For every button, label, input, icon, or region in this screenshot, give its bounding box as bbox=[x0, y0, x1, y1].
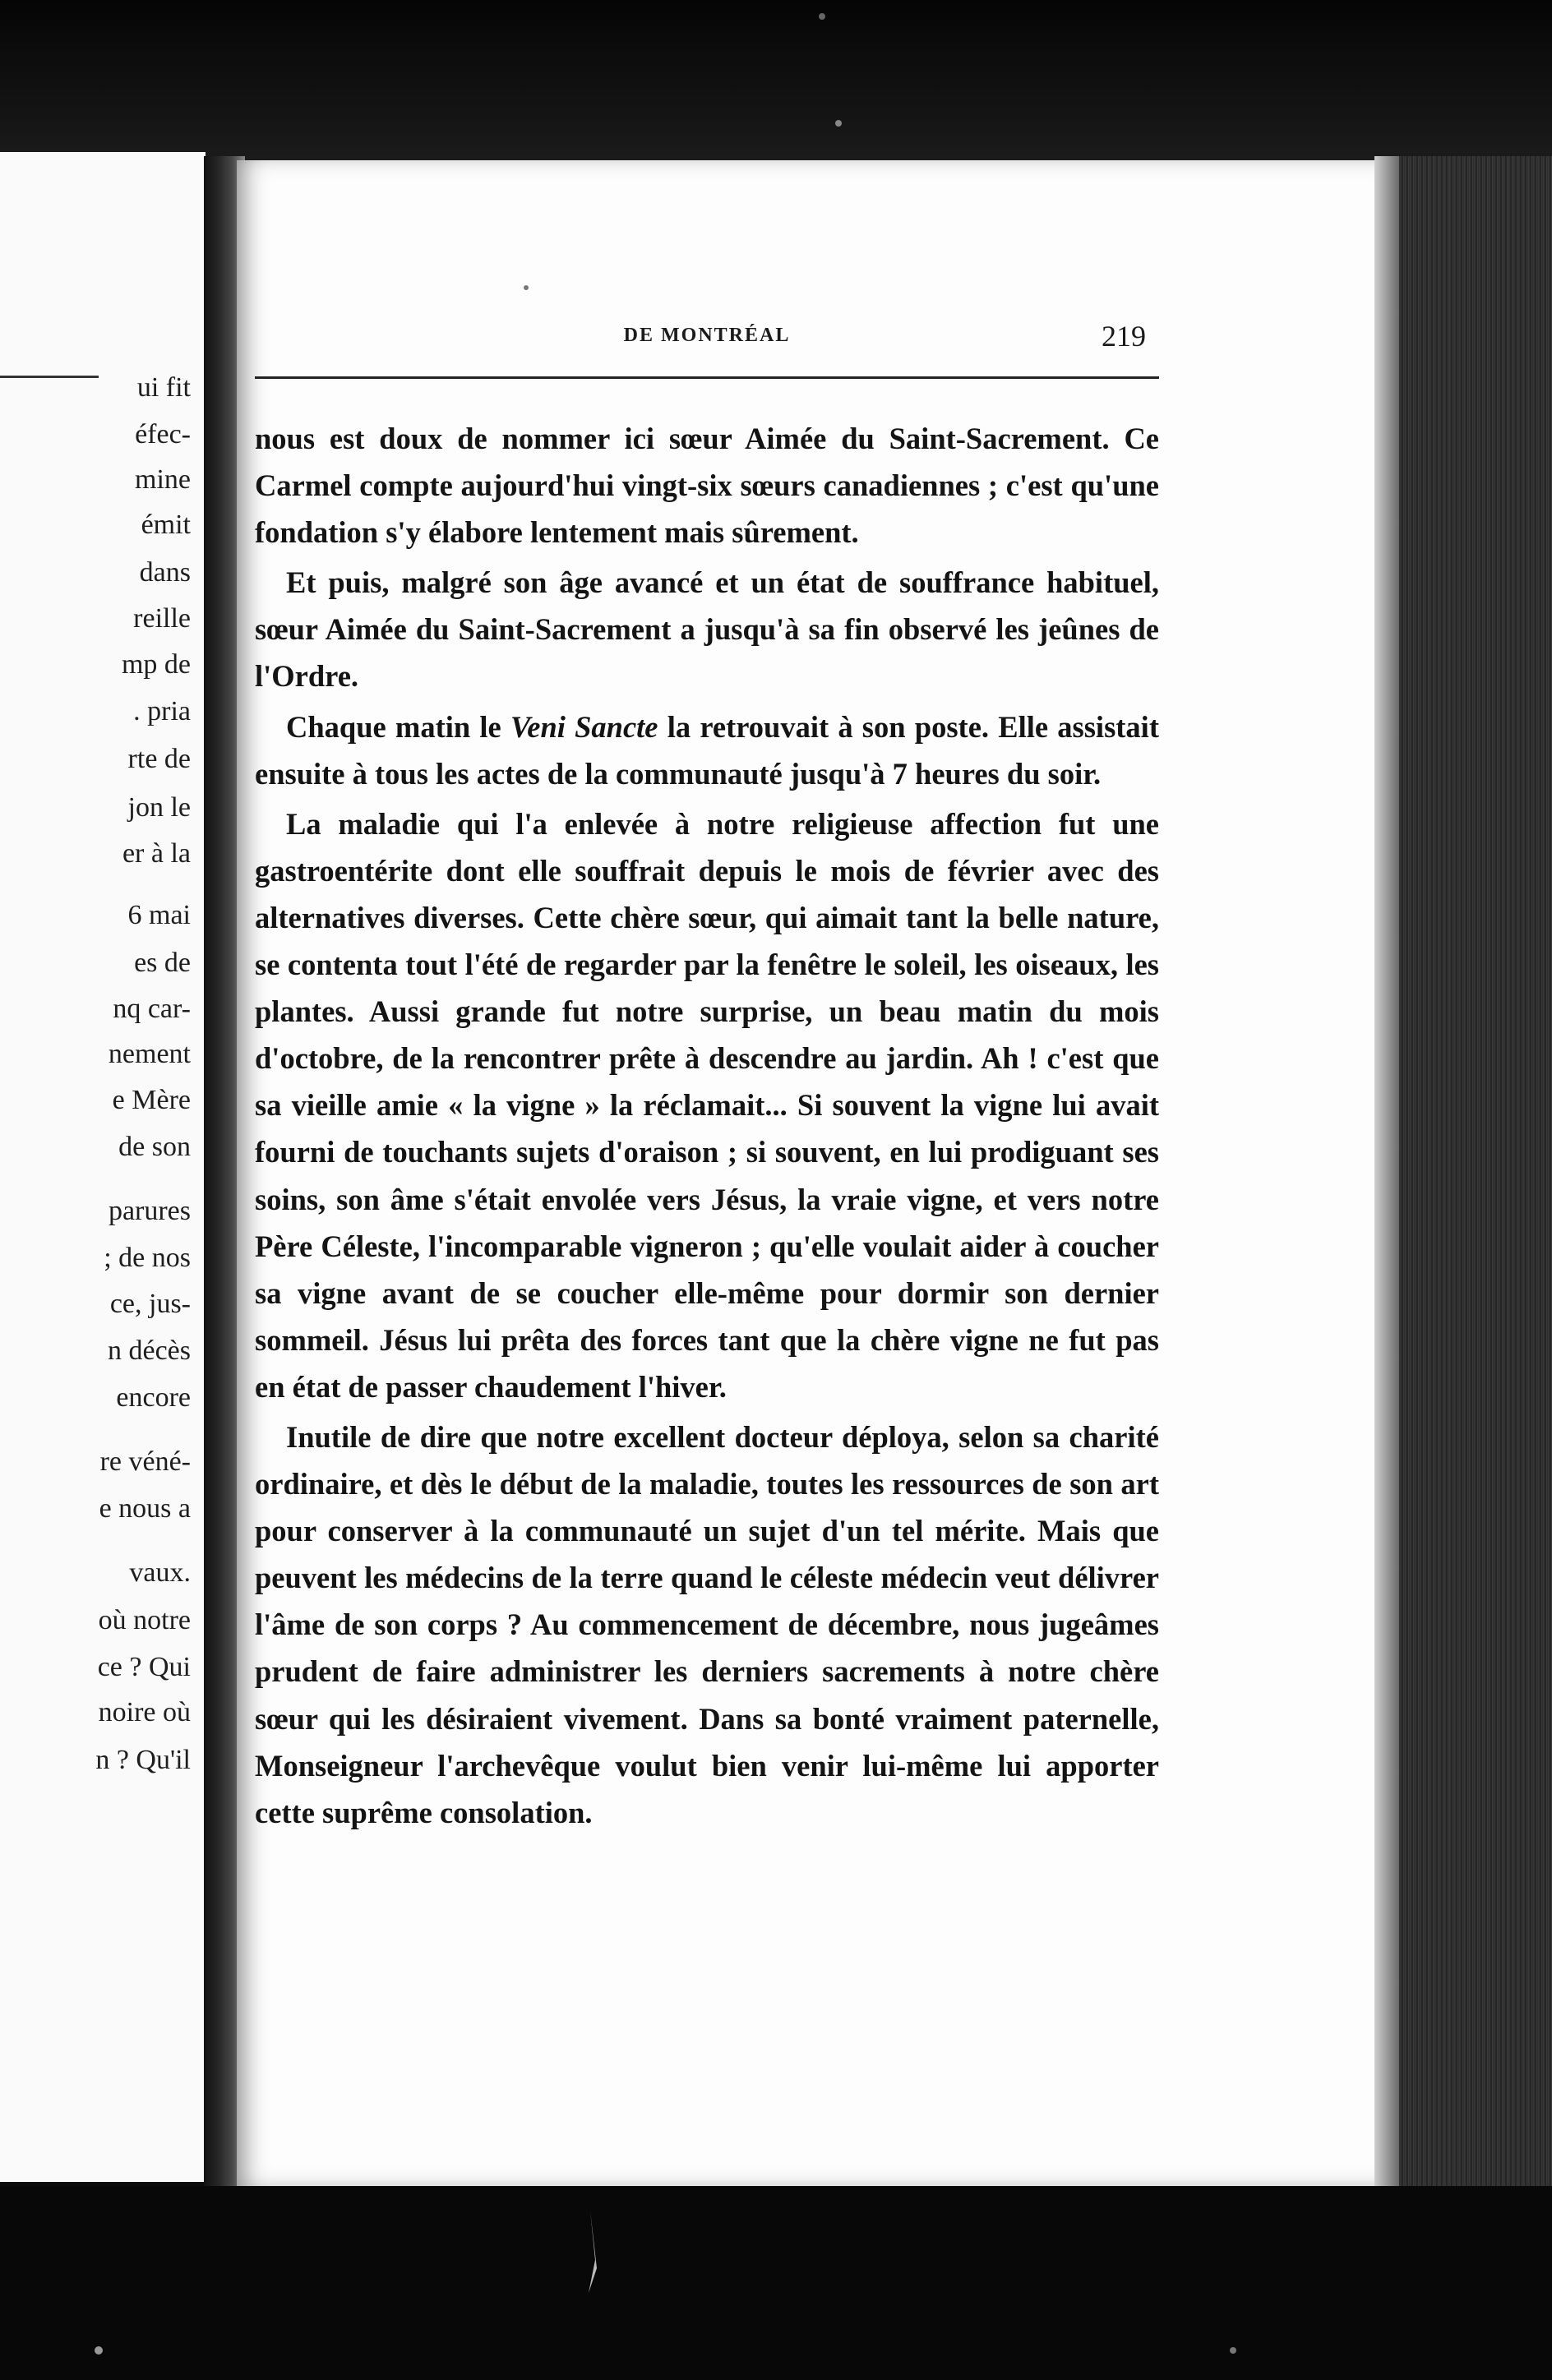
left-page-line: reille bbox=[133, 603, 191, 634]
body-paragraph bbox=[255, 800, 1159, 1410]
italic-phrase: Veni Sancte bbox=[510, 709, 658, 744]
left-page-line: er à la bbox=[122, 838, 191, 869]
left-page-line: es de bbox=[134, 948, 191, 978]
body-paragraph bbox=[255, 559, 1159, 699]
left-page-line: mp de bbox=[121, 649, 191, 680]
text-run: la retrouvait à son poste. Elle assistait ensuite à tous les actes de la communauté jusqu'à 7 heures du soir. bbox=[255, 709, 1159, 791]
left-page-line: ce, jus- bbox=[109, 1289, 191, 1319]
left-page-line: re véné- bbox=[99, 1446, 191, 1477]
left-page-line: ce ? Qui bbox=[97, 1652, 191, 1682]
left-page-line: n ? Qu'il bbox=[95, 1745, 191, 1775]
left-page-line: 6 mai bbox=[127, 900, 191, 930]
left-page-line: où notre bbox=[98, 1605, 191, 1635]
left-facing-page bbox=[0, 152, 210, 2182]
left-page-line: émit bbox=[141, 510, 191, 540]
left-page-line: e nous a bbox=[99, 1493, 191, 1524]
scanner-background-top bbox=[0, 0, 1552, 164]
left-page-line: mine bbox=[135, 464, 191, 495]
left-page-line: parures bbox=[108, 1196, 191, 1226]
left-page-line: ui fit bbox=[136, 372, 191, 403]
left-page-line: ; de nos bbox=[104, 1243, 191, 1273]
left-page-line: jon le bbox=[127, 792, 191, 823]
left-page-line: n décès bbox=[107, 1335, 191, 1366]
left-page-line: éfec- bbox=[135, 419, 191, 450]
text-run: nous est doux de nommer ici sœur Aimée du Saint-Sacrement. Ce Carmel compte aujourd'hui vingt-six sœurs canadiennes ; c'est qu'une fondation s'y élabore lentement mais sûrement. bbox=[255, 422, 1159, 550]
left-page-line: noire où bbox=[98, 1697, 191, 1727]
body-paragraph bbox=[255, 703, 1159, 797]
body-paragraph bbox=[255, 415, 1159, 556]
left-page-line: e Mère bbox=[112, 1085, 191, 1115]
left-page-line: vaux. bbox=[129, 1557, 191, 1588]
page-body-text bbox=[255, 415, 1159, 1836]
header-rule bbox=[255, 376, 1159, 379]
running-head: DE MONTRÉAL bbox=[623, 325, 791, 346]
text-run: Inutile de dire que notre excellent docteur déploya, selon sa charité ordinaire, et dès le début de la maladie, toutes les ressources de son art pour conserver à la communauté un sujet d'un tel mérite. Mais que peuvent les médecins de la terre quand le céleste médecin veut délivrer l'âme de son corps ? Au commencement de décembre, nous jugeâmes prudent de faire administrer les derniers sacrements à notre chère sœur qui les désiraient vivement. Dans sa bonté vraiment paternelle, Monseigneur l'archevêque voulut bien venir lui-même lui apporter cette suprême consolation. bbox=[255, 1419, 1159, 1829]
left-page-line: nq car- bbox=[113, 994, 191, 1024]
scanner-background-bottom bbox=[0, 2186, 1552, 2380]
left-page-line: rte de bbox=[127, 744, 191, 774]
left-page-line: nement bbox=[108, 1039, 191, 1069]
left-page-line: de son bbox=[118, 1132, 191, 1162]
left-page-rule bbox=[0, 376, 99, 378]
text-run: La maladie qui l'a enlevée à notre religieuse affection fut une gastroentérite dont elle souffrait depuis le mois de février avec des alternatives diverses. Cette chère sœur, qui aimait tant la belle nature, se contenta tout l'été de regarder par la fenêtre le soleil, les oiseaux, les plantes. Aussi grande fut notre surprise, un beau matin du mois d'octobre, de la rencontrer prête à descendre au jardin. Ah ! c'est que sa vieille amie « la vigne » la réclamait... Si souvent la vigne lui avait fourni de touchants sujets d'oraison ; si souvent, en lui prodiguant ses soins, son âme s'était envolée vers Jésus, la vraie vigne, et vers notre Père Céleste, l'incomparable vigneron ; qu'elle voulait aider à coucher sa vigne avant de se coucher elle-même pour dormir son dernier sommeil. Jésus lui prêta des forces tant que la chère vigne ne fut pas en état de passer chaudement l'hiver. bbox=[255, 806, 1159, 1404]
page-number: 219 bbox=[1102, 320, 1146, 353]
text-run: Chaque matin le bbox=[286, 709, 510, 744]
book-page-edges bbox=[1374, 156, 1552, 2194]
left-page-line: . pria bbox=[133, 696, 191, 726]
left-page-line: dans bbox=[139, 557, 191, 588]
body-paragraph bbox=[255, 1414, 1159, 1836]
left-page-line: encore bbox=[116, 1382, 191, 1413]
text-run: Et puis, malgré son âge avancé et un état de souffrance habituel, sœur Aimée du Saint-Sacrement a jusqu'à sa fin observé les jeûnes de l'Ordre. bbox=[255, 565, 1159, 694]
